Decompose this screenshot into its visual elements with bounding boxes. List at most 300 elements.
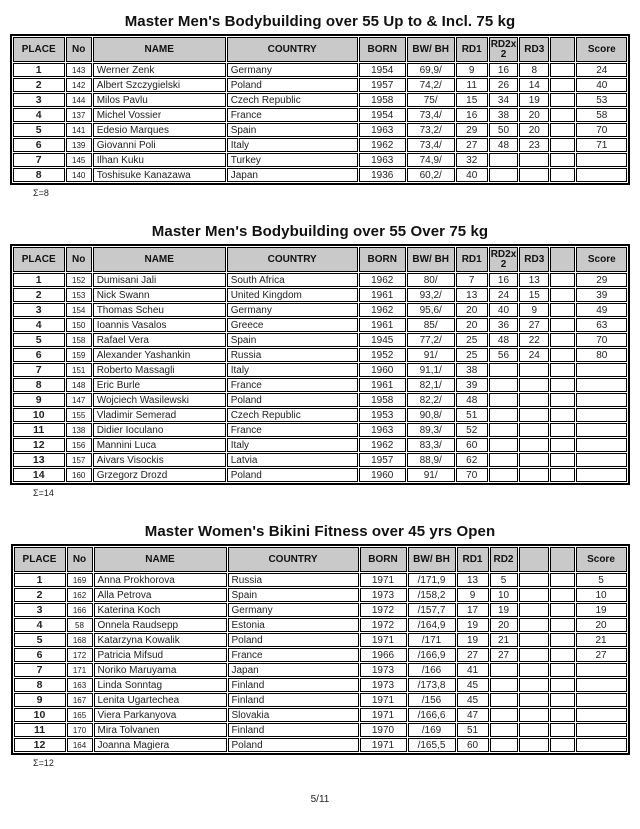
cell-rd-2: [489, 468, 519, 482]
cell-place: 9: [13, 393, 65, 407]
cell-blank: [550, 348, 575, 362]
table-row: [13, 453, 628, 467]
cell-blank: [550, 648, 575, 662]
table-row: [13, 408, 628, 422]
cell-rd-3: 8: [519, 63, 549, 77]
cell-place: 4: [14, 618, 66, 632]
table-row: [14, 723, 627, 737]
cell-rd-1: 48: [456, 393, 488, 407]
cell-country: Turkey: [227, 153, 358, 167]
cell-score: 5: [576, 573, 627, 587]
cell-no: 171: [67, 663, 93, 677]
cell-rd-2: 56: [489, 348, 519, 362]
cell-no: 156: [66, 438, 92, 452]
table-row: [13, 108, 628, 122]
cell-country: Finland: [228, 693, 359, 707]
cell-bw-bh: /169: [408, 723, 456, 737]
cell-score: 49: [576, 303, 627, 317]
cell-blank: [550, 153, 575, 167]
header-row: [13, 247, 628, 272]
cell-rd-1: 20: [456, 303, 488, 317]
column-header-name: NAME: [93, 247, 226, 272]
cell-bw-bh: 77,2/: [407, 333, 455, 347]
cell-rd-3: 15: [519, 288, 549, 302]
cell-rd-3: [519, 678, 549, 692]
column-header-rd2: RD2: [490, 547, 518, 572]
cell-name: Nick Swann: [93, 288, 226, 302]
cell-born: 1953: [359, 408, 406, 422]
cell-born: 1962: [359, 438, 406, 452]
cell-country: Japan: [228, 663, 359, 677]
cell-country: Latvia: [227, 453, 358, 467]
column-header-place: PLACE: [14, 547, 66, 572]
cell-rd-2: [490, 678, 518, 692]
table-row: [13, 393, 628, 407]
cell-born: 1957: [359, 453, 406, 467]
table-row: [13, 423, 628, 437]
cell-born: 1973: [360, 663, 407, 677]
cell-place: 1: [13, 63, 65, 77]
cell-name: Joanna Magiera: [94, 738, 227, 752]
cell-country: Russia: [227, 348, 358, 362]
table-row: [13, 468, 628, 482]
cell-rd-2: [490, 663, 518, 677]
cell-place: 2: [13, 78, 65, 92]
cell-rd-2: 5: [490, 573, 518, 587]
column-header-no: No: [66, 37, 92, 62]
cell-bw-bh: 90,8/: [407, 408, 455, 422]
column-header-no: No: [67, 547, 93, 572]
cell-no: 137: [66, 108, 92, 122]
cell-rd-3: [519, 723, 549, 737]
cell-born: 1972: [360, 618, 407, 632]
cell-score: 53: [576, 93, 627, 107]
cell-rd-3: 22: [519, 333, 549, 347]
cell-country: Slovakia: [228, 708, 359, 722]
cell-place: 13: [13, 453, 65, 467]
cell-rd-2: 19: [490, 603, 518, 617]
cell-rd-2: [489, 408, 519, 422]
column-header-country: COUNTRY: [228, 547, 359, 572]
cell-no: 58: [67, 618, 93, 632]
cell-name: Roberto Massagli: [93, 363, 226, 377]
cell-rd-3: [519, 438, 549, 452]
cell-rd-1: 25: [456, 348, 488, 362]
table-row: [13, 378, 628, 392]
cell-no: 165: [67, 708, 93, 722]
table-row: [13, 303, 628, 317]
table-row: [14, 693, 627, 707]
cell-rd-2: [489, 168, 519, 182]
cell-rd-1: 27: [457, 648, 489, 662]
cell-rd-1: 27: [456, 138, 488, 152]
cell-blank: [550, 378, 575, 392]
cell-score: 39: [576, 288, 627, 302]
cell-no: 158: [66, 333, 92, 347]
table-row: [14, 603, 627, 617]
table-row: [14, 633, 627, 647]
table-title: Master Women's Bikini Fitness over 45 yrs Open: [144, 523, 496, 540]
column-header-score: Score: [576, 37, 627, 62]
cell-rd-2: 16: [489, 273, 519, 287]
cell-bw-bh: 74,9/: [407, 153, 455, 167]
column-header-country: COUNTRY: [227, 37, 358, 62]
cell-country: Greece: [227, 318, 358, 332]
entry-count: Σ=14: [33, 488, 54, 498]
cell-blank: [550, 168, 575, 182]
cell-rd-1: 51: [457, 723, 489, 737]
cell-rd-3: [519, 693, 549, 707]
cell-country: Italy: [227, 363, 358, 377]
cell-rd-1: 38: [456, 363, 488, 377]
cell-rd-2: 24: [489, 288, 519, 302]
cell-score: 63: [576, 318, 627, 332]
cell-rd-1: 13: [457, 573, 489, 587]
cell-country: Finland: [228, 723, 359, 737]
cell-rd-1: 60: [457, 738, 489, 752]
cell-rd-1: 47: [457, 708, 489, 722]
cell-born: 1957: [359, 78, 406, 92]
cell-name: Grzegorz Drozd: [93, 468, 226, 482]
column-header-rd1: RD1: [456, 37, 488, 62]
column-header-no: No: [66, 247, 92, 272]
cell-place: 12: [14, 738, 66, 752]
cell-score: [576, 423, 627, 437]
cell-score: 71: [576, 138, 627, 152]
cell-born: 1973: [360, 588, 407, 602]
cell-blank: [550, 63, 575, 77]
cell-rd-2: 38: [489, 108, 519, 122]
cell-blank: [550, 663, 575, 677]
cell-bw-bh: 91/: [407, 468, 455, 482]
cell-blank: [550, 618, 575, 632]
table-row: [13, 78, 628, 92]
cell-born: 1971: [360, 708, 407, 722]
cell-born: 1952: [359, 348, 406, 362]
cell-no: 162: [67, 588, 93, 602]
cell-born: 1958: [359, 93, 406, 107]
column-header-score: Score: [576, 247, 627, 272]
table-row: [13, 363, 628, 377]
cell-rd-1: 45: [457, 693, 489, 707]
cell-blank: [550, 468, 575, 482]
cell-no: 140: [66, 168, 92, 182]
cell-no: 160: [66, 468, 92, 482]
cell-country: France: [227, 108, 358, 122]
cell-rd-1: 11: [456, 78, 488, 92]
cell-bw-bh: 91,1/: [407, 363, 455, 377]
cell-name: Alla Petrova: [94, 588, 227, 602]
cell-rd-2: 20: [490, 618, 518, 632]
cell-name: Didier Ioculano: [93, 423, 226, 437]
cell-rd-2: [489, 153, 519, 167]
cell-name: Michel Vossier: [93, 108, 226, 122]
table-row: [14, 738, 627, 752]
cell-rd-1: 19: [457, 618, 489, 632]
cell-born: 1970: [360, 723, 407, 737]
cell-place: 3: [13, 303, 65, 317]
cell-bw-bh: /158,2: [408, 588, 456, 602]
cell-blank: [550, 108, 575, 122]
cell-no: 144: [66, 93, 92, 107]
cell-no: 150: [66, 318, 92, 332]
header-row: [14, 547, 627, 572]
cell-name: Werner Zenk: [93, 63, 226, 77]
cell-country: Germany: [228, 603, 359, 617]
cell-born: 1973: [360, 678, 407, 692]
cell-rd-1: 70: [456, 468, 488, 482]
cell-place: 10: [13, 408, 65, 422]
cell-country: Spain: [228, 588, 359, 602]
cell-rd-3: [519, 708, 549, 722]
cell-country: South Africa: [227, 273, 358, 287]
cell-score: [576, 708, 627, 722]
cell-rd-3: [519, 168, 549, 182]
cell-no: 142: [66, 78, 92, 92]
cell-rd-2: 48: [489, 138, 519, 152]
cell-name: Toshisuke Kanazawa: [93, 168, 226, 182]
cell-country: Poland: [228, 633, 359, 647]
cell-blank: [550, 138, 575, 152]
cell-place: 1: [14, 573, 66, 587]
cell-blank: [550, 93, 575, 107]
cell-rd-3: 13: [519, 273, 549, 287]
cell-rd-1: 40: [456, 168, 488, 182]
cell-blank: [550, 693, 575, 707]
page-number: 5/11: [310, 794, 330, 805]
cell-score: [576, 438, 627, 452]
cell-blank: [550, 738, 575, 752]
cell-score: [576, 663, 627, 677]
cell-blank: [550, 333, 575, 347]
cell-score: 70: [576, 123, 627, 137]
cell-country: Finland: [228, 678, 359, 692]
cell-score: [576, 153, 627, 167]
cell-rd-2: 40: [489, 303, 519, 317]
entry-count: Σ=8: [33, 188, 49, 198]
cell-score: 80: [576, 348, 627, 362]
cell-rd-2: 34: [489, 93, 519, 107]
cell-blank: [550, 573, 575, 587]
cell-born: 1962: [359, 273, 406, 287]
table-row: [14, 573, 627, 587]
cell-score: 29: [576, 273, 627, 287]
cell-name: Lenita Ugartechea: [94, 693, 227, 707]
cell-country: France: [228, 648, 359, 662]
table-row: [13, 288, 628, 302]
cell-no: 145: [66, 153, 92, 167]
cell-score: [576, 453, 627, 467]
cell-bw-bh: 73,4/: [407, 138, 455, 152]
cell-rd-2: 10: [490, 588, 518, 602]
cell-country: Japan: [227, 168, 358, 182]
cell-rd-2: [490, 708, 518, 722]
column-header-rd3: RD3: [519, 247, 549, 272]
cell-blank: [550, 438, 575, 452]
cell-name: Mannini Luca: [93, 438, 226, 452]
cell-bw-bh: /157,7: [408, 603, 456, 617]
column-header-rd2x-2: RD2x 2: [489, 247, 519, 272]
column-header-rd2x-2: RD2x 2: [489, 37, 519, 62]
table-row: [14, 618, 627, 632]
cell-blank: [550, 708, 575, 722]
cell-rd-2: 21: [490, 633, 518, 647]
table-row: [13, 318, 628, 332]
cell-rd-3: [519, 153, 549, 167]
cell-rd-2: 16: [489, 63, 519, 77]
cell-no: 138: [66, 423, 92, 437]
cell-place: 2: [14, 588, 66, 602]
cell-rd-3: [519, 393, 549, 407]
cell-name: Vladimir Semerad: [93, 408, 226, 422]
cell-no: 170: [67, 723, 93, 737]
cell-no: 148: [66, 378, 92, 392]
cell-score: 19: [576, 603, 627, 617]
cell-place: 5: [13, 123, 65, 137]
cell-bw-bh: 91/: [407, 348, 455, 362]
cell-rd-1: 9: [456, 63, 488, 77]
cell-score: 40: [576, 78, 627, 92]
cell-place: 12: [13, 438, 65, 452]
cell-score: [576, 168, 627, 182]
cell-score: [576, 693, 627, 707]
cell-name: Albert Szczygielski: [93, 78, 226, 92]
column-header-name: NAME: [93, 37, 226, 62]
cell-blank: [550, 723, 575, 737]
column-header-bw-bh: BW/ BH: [407, 247, 455, 272]
cell-name: Katerina Koch: [94, 603, 227, 617]
cell-name: Giovanni Poli: [93, 138, 226, 152]
cell-name: Noriko Maruyama: [94, 663, 227, 677]
column-header-rd1: RD1: [456, 247, 488, 272]
cell-bw-bh: /166,6: [408, 708, 456, 722]
cell-no: 155: [66, 408, 92, 422]
cell-rd-2: [489, 363, 519, 377]
cell-blank: [550, 408, 575, 422]
cell-rd-3: [519, 618, 549, 632]
cell-rd-3: [519, 738, 549, 752]
cell-place: 1: [13, 273, 65, 287]
cell-rd-3: 24: [519, 348, 549, 362]
cell-place: 10: [14, 708, 66, 722]
cell-blank: [550, 288, 575, 302]
cell-rd-3: [519, 603, 549, 617]
cell-bw-bh: /171: [408, 633, 456, 647]
cell-rd-2: [489, 453, 519, 467]
cell-place: 8: [14, 678, 66, 692]
cell-score: 70: [576, 333, 627, 347]
cell-place: 3: [13, 93, 65, 107]
cell-rd-1: 51: [456, 408, 488, 422]
cell-no: 154: [66, 303, 92, 317]
cell-rd-2: 27: [490, 648, 518, 662]
cell-country: Poland: [227, 393, 358, 407]
cell-bw-bh: 95,6/: [407, 303, 455, 317]
cell-score: [576, 678, 627, 692]
cell-rd-1: 60: [456, 438, 488, 452]
cell-born: 1960: [359, 468, 406, 482]
cell-blank: [550, 603, 575, 617]
cell-blank: [550, 303, 575, 317]
cell-rd-1: 20: [456, 318, 488, 332]
cell-born: 1962: [359, 303, 406, 317]
column-header-blank: [550, 247, 575, 272]
cell-place: 8: [13, 168, 65, 182]
column-header-bw-bh: BW/ BH: [407, 37, 455, 62]
cell-country: Germany: [227, 63, 358, 77]
cell-rd-1: 41: [457, 663, 489, 677]
cell-score: 24: [576, 63, 627, 77]
cell-blank: [550, 363, 575, 377]
cell-place: 4: [13, 318, 65, 332]
cell-rd-2: 26: [489, 78, 519, 92]
cell-born: 1971: [360, 693, 407, 707]
cell-no: 152: [66, 273, 92, 287]
cell-bw-bh: /156: [408, 693, 456, 707]
cell-born: 1954: [359, 63, 406, 77]
cell-rd-3: [519, 363, 549, 377]
table-row: [14, 648, 627, 662]
cell-rd-1: 45: [457, 678, 489, 692]
cell-rd-2: 36: [489, 318, 519, 332]
cell-born: 1963: [359, 153, 406, 167]
cell-country: Estonia: [228, 618, 359, 632]
cell-place: 5: [13, 333, 65, 347]
cell-country: France: [227, 423, 358, 437]
cell-born: 1958: [359, 393, 406, 407]
cell-rd-3: [519, 468, 549, 482]
cell-name: Anna Prokhorova: [94, 573, 227, 587]
cell-name: Viera Parkanyova: [94, 708, 227, 722]
column-header-place: PLACE: [13, 37, 65, 62]
cell-no: 167: [67, 693, 93, 707]
cell-no: 153: [66, 288, 92, 302]
cell-no: 141: [66, 123, 92, 137]
cell-score: 10: [576, 588, 627, 602]
table-row: [13, 438, 628, 452]
cell-score: [576, 408, 627, 422]
cell-bw-bh: 85/: [407, 318, 455, 332]
cell-country: Poland: [227, 468, 358, 482]
cell-bw-bh: 80/: [407, 273, 455, 287]
cell-name: Edesio Marques: [93, 123, 226, 137]
cell-name: Katarzyna Kowalik: [94, 633, 227, 647]
cell-country: Poland: [228, 738, 359, 752]
cell-place: 3: [14, 603, 66, 617]
table-row: [13, 348, 628, 362]
cell-rd-1: 62: [456, 453, 488, 467]
cell-country: Poland: [227, 78, 358, 92]
cell-rd-3: [519, 423, 549, 437]
cell-place: 8: [13, 378, 65, 392]
column-header-name: NAME: [94, 547, 227, 572]
cell-place: 7: [14, 663, 66, 677]
cell-score: 27: [576, 648, 627, 662]
column-header-score: Score: [576, 547, 627, 572]
cell-no: 147: [66, 393, 92, 407]
cell-bw-bh: 82,2/: [407, 393, 455, 407]
cell-rd-3: [519, 648, 549, 662]
column-header-born: BORN: [360, 547, 407, 572]
cell-place: 6: [14, 648, 66, 662]
column-header-country: COUNTRY: [227, 247, 358, 272]
cell-rd-2: [490, 693, 518, 707]
cell-name: Onnela Raudsepp: [94, 618, 227, 632]
cell-blank: [550, 273, 575, 287]
table-row: [13, 123, 628, 137]
cell-name: Thomas Scheu: [93, 303, 226, 317]
cell-blank: [550, 588, 575, 602]
